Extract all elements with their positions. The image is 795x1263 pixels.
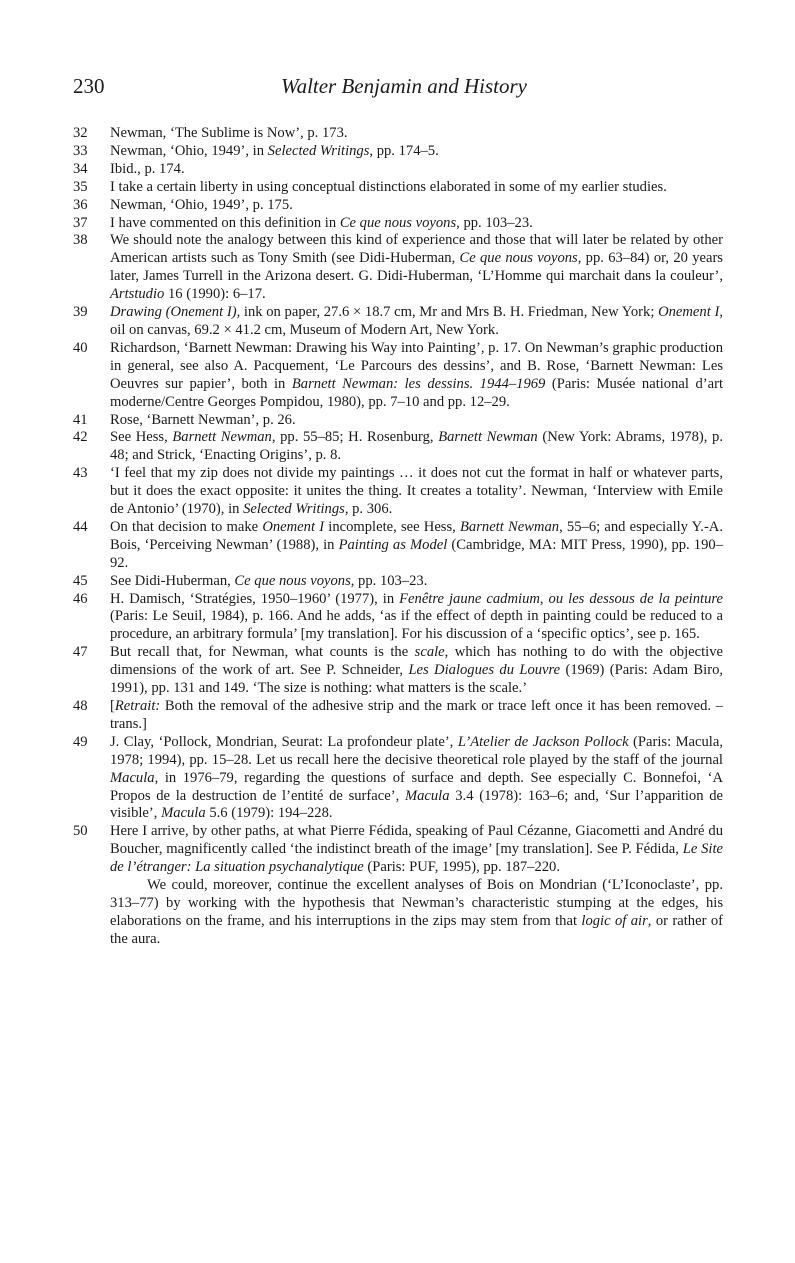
note-text-run: , pp. 63–84) or, 20 years later, James Turrell in the Arizona desert. G. Didi-Huberman, ‘L’Homme qui marchait dans la couleur’, [110,250,723,285]
note-text-run: ‘I feel that my zip does not divide my paintings … it does not cut the format in half or whatever parts, but it does the exact opposite: it unites the thing. It creates a totality’. Newman, ‘Interview with Emile de Antonio’ (1970), in [110,465,723,518]
endnote-46 [73,591,723,645]
endnote-text [110,573,723,591]
endnotes-list [73,125,723,949]
note-text-run: , which has nothing to do with the objective dimensions of the work of art. See P. Schneider, [110,644,723,679]
endnote-text [110,519,723,573]
endnote-47 [73,644,723,698]
italic-title: Barnett Newman [438,429,538,446]
endnote-32 [73,125,723,143]
running-title: Walter Benjamin and History [281,74,527,98]
endnote-41 [73,412,723,430]
note-text-run: (New York: Abrams, 1978), p. 48; and Strick, ‘Enacting Origins’, p. 8. [110,429,723,464]
note-text-run: (Paris: PUF, 1995), pp. 187–220. [363,859,560,876]
endnote-row [73,232,723,304]
endnote-row [73,179,723,197]
endnote-number: 36 [73,196,88,213]
endnote-text [110,340,723,412]
endnote-row [73,823,723,877]
page-number: 230 [73,74,105,98]
note-text-run: incomplete, see Hess, [324,518,461,535]
note-text-run: [ [110,698,115,714]
endnote-number: 49 [73,733,88,750]
note-text-run: (Paris: Le Seuil, 1984), p. 166. And he adds, ‘as if the effect of depth in painting could be reduced to a procedure, an arbitrary formula’ [my translation]. For his discussion of a ‘specific optics’, see p. 165. [110,608,723,643]
endnote-number: 46 [73,590,88,607]
note-text-run: , pp. 103–23. [350,572,428,589]
italic-title: L’Atelier de Jackson Pollock [457,733,629,750]
endnote-row [73,340,723,412]
endnote-48 [73,698,723,734]
note-text-run: (1969) (Paris: Adam Biro, 1991), pp. 131 and 149. ‘The size is nothing: what matters is the scale.’ [110,662,724,697]
endnote-number: 37 [73,214,88,231]
note-text-run: See Didi-Huberman, [110,572,235,589]
note-text-run: J. Clay, ‘Pollock, Mondrian, Seurat: La profondeur plate’, [110,733,458,750]
endnote-42 [73,429,723,465]
endnote-row [73,215,723,233]
endnote-row [73,465,723,519]
endnote-44 [73,519,723,573]
note-text-run: But recall that, for Newman, what counts is the [110,644,415,661]
note-text-run: , 55–6; and especially Y.-A. Bois, ‘Perceiving Newman’ (1988), in [110,518,723,553]
endnote-number: 33 [73,142,88,159]
endnote-row [73,161,723,179]
italic-title: Barnett Newman [460,518,560,535]
endnote-45 [73,573,723,591]
italic-title: Onement I [262,518,325,535]
endnote-number: 39 [73,304,88,321]
endnote-number: 32 [73,125,88,141]
italic-title: Barnett Newman [172,429,272,446]
italic-title: scale [414,644,445,661]
italic-title: Ce que nous voyons [459,250,578,267]
endnote-number: 35 [73,178,88,195]
endnote-number: 41 [73,411,88,428]
note-text-run: Both the removal of the adhesive strip and the mark or trace left once it has been removed. – trans.] [110,698,723,732]
note-text-run: See Hess, [110,429,173,446]
note-text-run: , pp. 55–85; H. Rosenburg, [271,429,439,446]
running-head [73,74,723,98]
endnote-number: 50 [73,823,88,840]
endnote-row [73,412,723,430]
endnote-text [110,734,723,824]
note-text-run: (Paris: Musée national d’art moderne/Centre Georges Pompidou, 1980), pp. 7–10 and pp. 12–29. [110,375,723,410]
endnote-37 [73,215,723,233]
endnote-text [110,125,723,143]
endnote-34 [73,161,723,179]
italic-title: Macula [404,787,450,804]
endnote-40 [73,340,723,412]
endnote-row [73,573,723,591]
note-text-run: We should note the analogy between this kind of experience and those that will later be related by other American artists such as Tony Smith (see Didi-Huberman, [110,232,723,267]
endnote-text [110,823,723,877]
endnote-number: 38 [73,232,88,249]
endnote-row [73,429,723,465]
endnote-row [73,734,723,824]
endnote-33 [73,143,723,161]
endnote-number: 48 [73,698,88,714]
endnote-row [73,125,723,143]
note-text-run: Richardson, ‘Barnett Newman: Drawing his Way into Painting’, p. 17. On Newman’s graphic production in general, see also A. Pacquement, ‘Le Parcours des dessins’, and B. Rose, ‘Barnett Newman: Les Oeuvres sur papier’, both in [110,339,723,392]
note-text-run: Here I arrive, by other paths, at what Pierre Fédida, speaking of Paul Cézanne, Giacometti and André du Boucher, magnificently called ‘the indistinct breath of the image’ [my translation]. See P. Fédida, [110,823,723,858]
endnote-text [110,232,723,304]
endnote-number: 43 [73,465,88,482]
endnote-row [73,304,723,340]
endnote-text [110,179,723,197]
endnote-text [110,644,723,698]
endnote-number: 47 [73,644,88,661]
endnote-text [110,698,723,734]
endnote-text [110,161,723,179]
endnote-number: 42 [73,429,88,446]
note-text-run: , or rather of the aura. [110,912,723,947]
endnote-text [110,465,723,519]
italic-title: Fenêtre jaune cadmium, ou les dessous de la peinture [399,590,723,607]
endnote-text [110,197,723,215]
italic-title: Painting as Model [338,536,448,553]
note-text-run: , pp. 103–23. [456,214,533,231]
note-text-run: , in 1976–79, regarding the questions of surface and depth. See especially C. Bonnefoi, ‘A Propos de la destruction de l’entité de surface’, [110,769,723,804]
note-text-run: , pp. 174–5. [369,142,439,159]
endnote-number: 44 [73,518,88,535]
endnote-text [110,591,723,645]
note-text-run: Ibid., p. 174. [110,160,185,177]
note-text-run: 5.6 (1979): 194–228. [205,805,333,822]
note-text-run: , p. 306. [344,501,393,518]
endnote-50 [73,823,723,948]
italic-title: Ce que nous voyons [234,572,351,589]
endnote-row [73,197,723,215]
italic-title: Onement I [658,304,720,321]
endnote-text [110,412,723,430]
italic-title: Macula [110,769,155,786]
note-text-run: I have commented on this definition in [110,214,340,231]
endnote-text [110,215,723,233]
italic-title: Le Site de l’étranger: La situation psychanalytique [110,841,723,876]
note-text-run: On that decision to make [110,518,263,535]
endnote-38 [73,232,723,304]
note-text-run: , oil on canvas, 69.2 × 41.2 cm, Museum of Modern Art, New York. [110,304,723,338]
note-text-run: , ink on paper, 27.6 × 18.7 cm, Mr and Mrs B. H. Friedman, New York; [236,304,659,321]
endnote-43 [73,465,723,519]
italic-title: Les Dialogues du Louvre [408,662,561,679]
note-text-run: 3.4 (1978): 163–6; and, ‘Sur l’apparition de visible’, [110,787,723,822]
endnote-35 [73,179,723,197]
italic-title: Barnett Newman: les dessins. 1944–1969 [291,375,546,392]
italic-title: Macula [161,805,206,822]
endnote-number: 40 [73,339,88,356]
italic-title: logic of air [581,912,648,929]
endnote-row [73,644,723,698]
note-text-run: 16 (1990): 6–17. [164,286,266,303]
italic-title: Drawing (Onement I) [110,304,237,321]
endnote-39 [73,304,723,340]
endnote-number: 45 [73,572,88,589]
endnote-row [73,698,723,734]
note-text-run: (Cambridge, MA: MIT Press, 1990), pp. 190–92. [110,536,723,571]
endnote-row [73,591,723,645]
endnote-number: 34 [73,160,88,177]
italic-title: Artstudio [110,286,165,303]
italic-title: Retrait: [114,698,161,714]
endnote-continuation-paragraph [110,877,723,949]
endnote-36 [73,197,723,215]
note-text-run: We could, moreover, continue the excellent analyses of Bois on Mondrian (‘L’Iconoclaste’, pp. 313–77) by working with the hypothesis that Newman’s characteristic stumping at the edges, his elaborations on the frame, and his interruptions in the zips may stem from that [110,877,723,929]
italic-title: Selected Writings [243,501,345,518]
endnote-row [73,143,723,161]
note-text-run: I take a certain liberty in using conceptual distinctions elaborated in some of my earlier studies. [110,178,667,195]
endnote-text [110,429,723,465]
endnote-text [110,304,723,340]
italic-title: Selected Writings [267,142,370,159]
endnote-row [73,519,723,573]
endnote-text [110,143,723,161]
note-text-run: Newman, ‘The Sublime is Now’, p. 173. [110,125,348,141]
note-text-run: H. Damisch, ‘Stratégies, 1950–1960’ (1977), in [110,590,400,607]
italic-title: Ce que nous voyons [339,214,457,231]
note-text-run: Rose, ‘Barnett Newman’, p. 26. [110,411,296,428]
note-text-run: Newman, ‘Ohio, 1949’, in [110,142,268,159]
note-text-run: Newman, ‘Ohio, 1949’, p. 175. [110,196,293,213]
note-text-run: (Paris: Macula, 1978; 1994), pp. 15–28. Let us recall here the decisive theoretical role played by the staff of the journal [110,733,723,768]
endnote-49 [73,734,723,824]
